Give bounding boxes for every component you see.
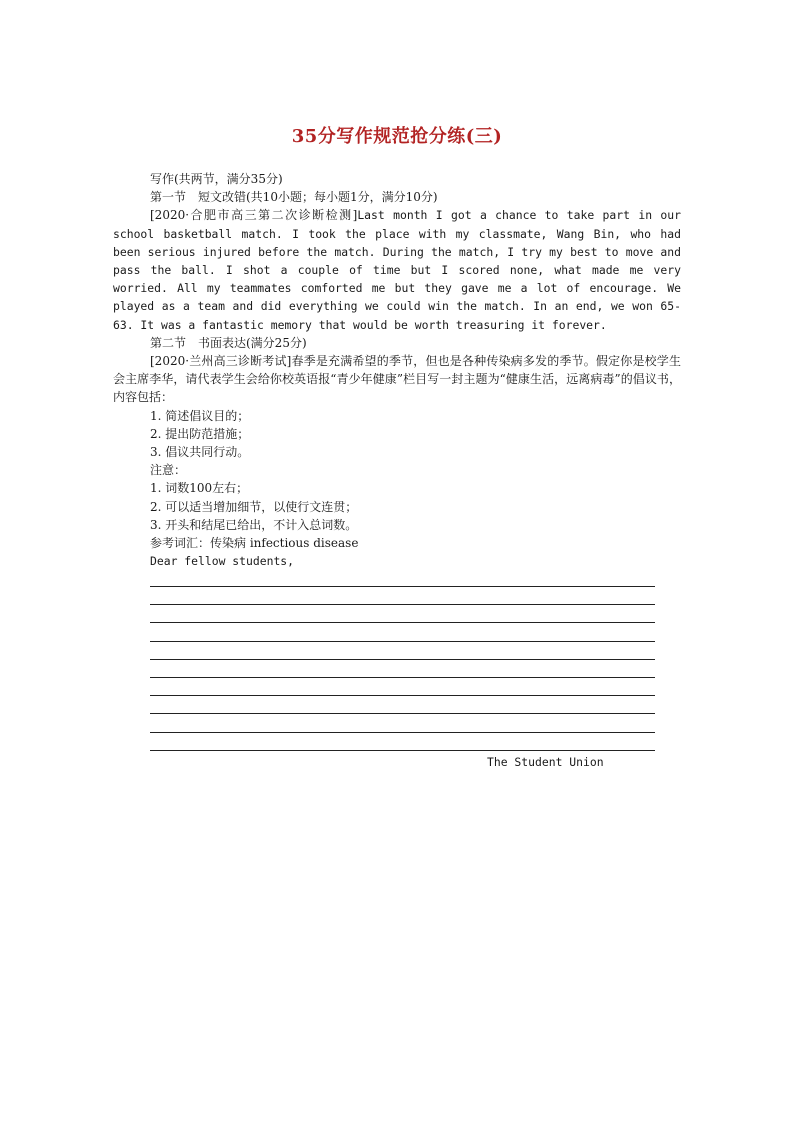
writing-area (150, 586, 655, 768)
part1-source: [2020·合肥市高三第二次诊断检测] (150, 208, 358, 223)
part2-heading: 第二节 书面表达(满分25分) (150, 335, 307, 350)
salutation: Dear fellow students, (150, 554, 295, 569)
section-header: 写作(共两节，满分35分) (150, 172, 283, 186)
part2-source: [2020·兰州高三诊断考试] (150, 354, 292, 369)
signature: The Student Union (487, 755, 604, 769)
part2-prompt: 春季是充满希望的季节，但也是各种传染病多发的季节。假定你是校学生会主席李华，请代表学生会给你校英语报“青少年健康”栏目写一封主题为“健康生活，远离病毒”的倡议书，内容包括： (113, 354, 681, 405)
note-1: 1. 词数100左右； (150, 481, 249, 496)
vocab-hint: 参考词汇：传染病 infectious disease (150, 536, 359, 551)
writing-line (150, 659, 655, 660)
writing-line (150, 641, 655, 642)
content-item-1: 1. 简述倡议目的； (150, 408, 250, 423)
notes-label: 注意： (150, 463, 187, 478)
content-body (113, 170, 681, 570)
part1-passage-paragraph (113, 206, 681, 333)
writing-line (150, 586, 655, 587)
note-3: 3. 开头和结尾已给出，不计入总词数。 (150, 517, 358, 532)
writing-line (150, 750, 655, 751)
part1-heading: 第一节 短文改错(共10小题；每小题1分，满分10分) (150, 190, 438, 205)
writing-line (150, 677, 655, 678)
writing-line (150, 695, 655, 696)
note-2: 2. 可以适当增加细节，以使行文连贯； (150, 499, 358, 514)
writing-line (150, 732, 655, 733)
content-item-3: 3. 倡议共同行动。 (150, 445, 250, 460)
writing-line (150, 622, 655, 623)
writing-line (150, 713, 655, 714)
page-title: 35分写作规范抢分练(三) (291, 126, 503, 147)
writing-line (150, 604, 655, 605)
part1-passage: Last month I got a chance to take part in our school basketball match. I took the place with my classmate, Wang Bin, who had been serious injured before the match. During the match, I try my best to move and pass the ball. I shot a couple of time but I scored none, what made me very worried. All my teammates comforted me but they gave me a lot of encourage. We played as a team and did everything we could win the match. In an end, we won 65-63. It was a fantastic memory that would be worth treasuring it forever. (113, 208, 682, 332)
part2-prompt-paragraph (113, 352, 681, 407)
content-item-2: 2. 提出防范措施； (150, 426, 250, 441)
